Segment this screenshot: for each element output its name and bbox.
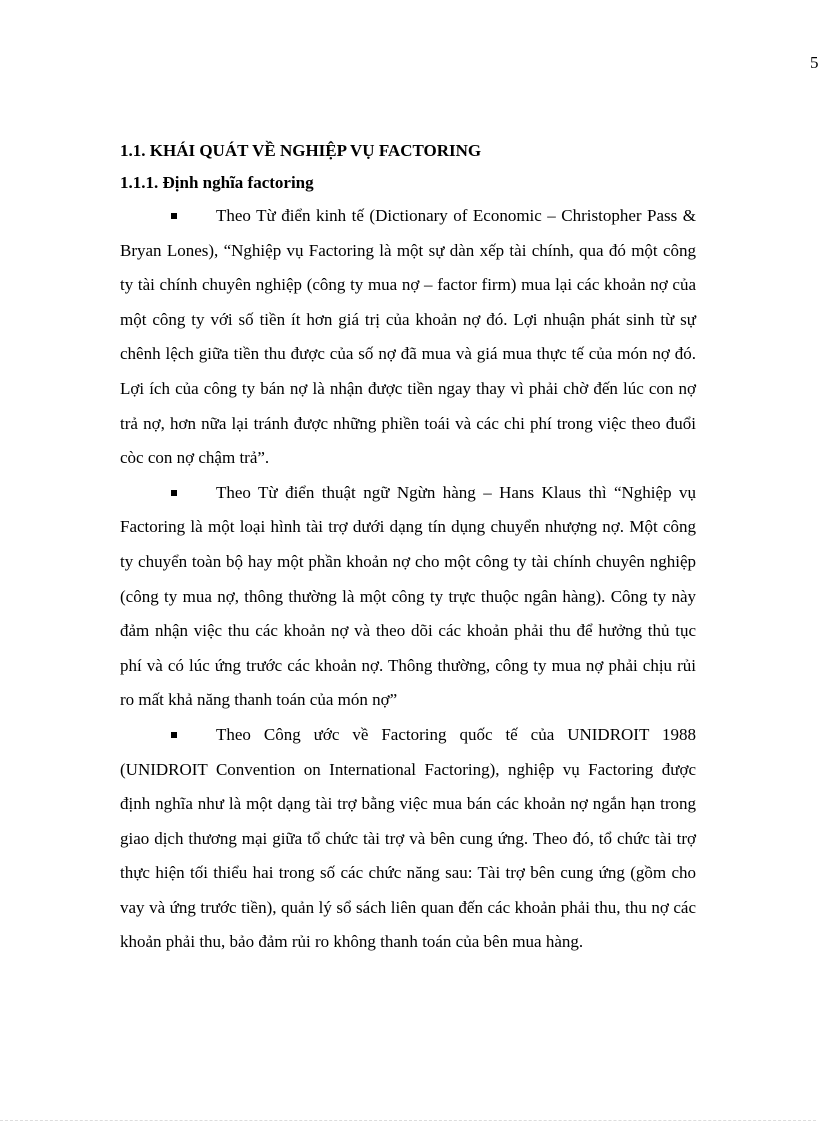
paragraph-text: Theo Công ước về Factoring quốc tế của UNIDROIT 1988 (UNIDROIT Convention on International Factoring), nghiệp vụ Factoring được định nghĩa như là một dạng tài trợ bằng việc mua bán các khoản nợ ngắn hạn trong giao dịch thương mại giữa tổ chức tài trợ và bên cung ứng. Theo đó, tổ chức tài trợ thực hiện tối thiểu hai trong số các chức năng sau: Tài trợ bên cung ứng (gồm cho vay và ứng trước tiền), quản lý sổ sách liên quan đến các khoản phải thu, thu nợ các khoản phải thu, bảo đảm rủi ro không thanh toán của bên mua hàng. xyxy=(120,724,696,952)
document-body xyxy=(120,135,696,960)
paragraph-unidroit-convention xyxy=(120,718,696,960)
square-bullet-icon xyxy=(171,490,177,496)
page-bottom-divider xyxy=(0,1120,816,1121)
paragraph-dictionary-economic xyxy=(120,199,696,476)
square-bullet-icon xyxy=(171,213,177,219)
page-number: 5 xyxy=(810,53,819,72)
subsection-title: 1.1.1. Định nghĩa factoring xyxy=(120,173,314,192)
section-title: 1.1. KHÁI QUÁT VỀ NGHIỆP VỤ FACTORING xyxy=(120,141,482,160)
square-bullet-icon xyxy=(171,732,177,738)
paragraph-banking-terms xyxy=(120,476,696,718)
paragraph-text: Theo Từ điển thuật ngữ Ngừn hàng – Hans Klaus thì “Nghiệp vụ Factoring là một loại hình tài trợ dưới dạng tín dụng chuyển nhượng nợ. Một công ty chuyển toàn bộ hay một phần khoản nợ cho một công ty tài chính chuyên nghiệp (công ty mua nợ, thông thường là một công ty trực thuộc ngân hàng). Công ty này đảm nhận việc thu các khoản nợ và theo dõi các khoản phải thu để hưởng thủ tục phí và có lúc ứng trước các khoản nợ. Thông thường, công ty mua nợ phải chịu rủi ro mất khả năng thanh toán của món nợ” xyxy=(120,482,696,710)
paragraph-text: Theo Từ điển kinh tế (Dictionary of Economic – Christopher Pass & Bryan Lones), “Nghiệp vụ Factoring là một sự dàn xếp tài chính, qua đó một công ty tài chính chuyên nghiệp (công ty mua nợ – factor firm) mua lại các khoản nợ của một công ty với số tiền ít hơn giá trị của khoản nợ đó. Lợi nhuận phát sinh từ sự chênh lệch giữa tiền thu được của số nợ đã mua và giá mua thực tế của món nợ đó. Lợi ích của công ty bán nợ là nhận được tiền ngay thay vì phải chờ đến lúc con nợ trả nợ, hơn nữa lại tránh được những phiền toái và các chi phí trong việc theo đuổi còc con nợ chậm trả”. xyxy=(120,206,696,468)
